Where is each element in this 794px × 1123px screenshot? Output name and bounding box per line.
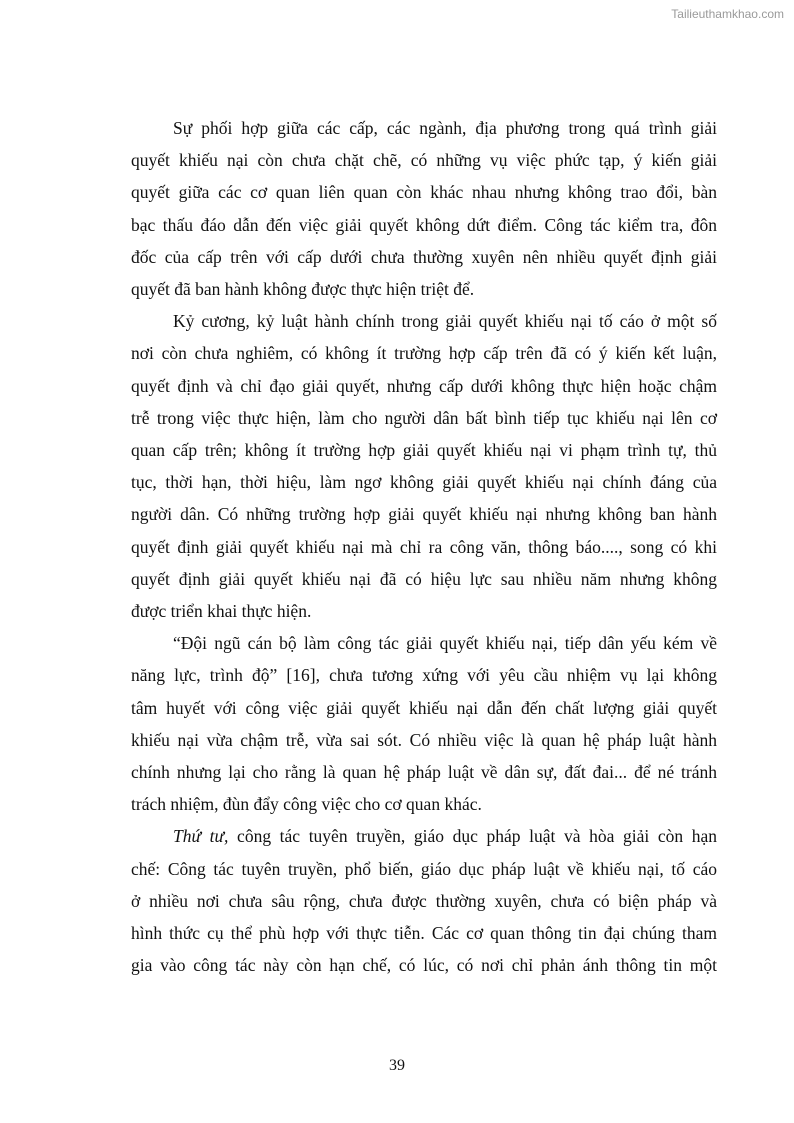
text-line: tục, thời hạn, thời hiệu, làm ngơ không giải quyết khiếu nại chính đáng của (131, 472, 717, 493)
text-line: quyết đã ban hành không được thực hiện triệt để. (131, 279, 475, 300)
italic-lead: Thứ tư, (173, 826, 229, 847)
text-line: quyết giữa các cơ quan liên quan còn khác nhau nhưng không trao đổi, bàn (131, 182, 717, 203)
text-line (131, 820, 717, 852)
text-line: khiếu nại vừa chậm trễ, vừa sai sót. Có nhiều việc là quan hệ pháp luật hành (131, 729, 717, 750)
text-line: quyết định giải quyết khiếu nại mà chỉ ra công văn, thông báo...., song có khi (131, 536, 717, 557)
text-line: Sự phối hợp giữa các cấp, các ngành, địa phương trong quá trình giải (173, 118, 717, 138)
text-line: gia vào công tác này còn hạn chế, có lúc, có nơi chỉ phản ánh thông tin một (131, 955, 717, 976)
text-line: chính nhưng lại cho rằng là quan hệ pháp luật về dân sự, đất đai... để né tránh (131, 762, 717, 783)
paragraph-4 (131, 820, 717, 981)
text-line: tâm huyết với công việc giải quyết khiếu nại dẫn đến chất lượng giải quyết (131, 697, 717, 718)
text-line: đốc của cấp trên với cấp dưới chưa thường xuyên nên nhiều quyết định giải (131, 246, 717, 267)
paragraph-3 (131, 627, 717, 820)
text-line: nơi còn chưa nghiêm, có không ít trường hợp cấp trên đã có ý kiến kết luận, (131, 343, 717, 364)
text-line: người dân. Có những trường hợp giải quyết khiếu nại nhưng không ban hành (131, 504, 717, 525)
text-line: “Đội ngũ cán bộ làm công tác giải quyết khiếu nại, tiếp dân yếu kém về (173, 633, 717, 654)
text-line: được triển khai thực hiện. (131, 601, 312, 622)
paragraph-2 (131, 305, 717, 627)
text-line: quan cấp trên; không ít trường hợp giải quyết khiếu nại vi phạm trình tự, thủ (131, 440, 717, 461)
text-line: trễ trong việc thực hiện, làm cho người dân bất bình tiếp tục khiếu nại lên cơ (131, 407, 717, 428)
text-line: năng lực, trình độ” [16], chưa tương xứng với yêu cầu nhiệm vụ lại không (131, 665, 717, 686)
document-body (131, 112, 717, 981)
text-line: chế: Công tác tuyên truyền, phổ biến, giáo dục pháp luật về khiếu nại, tố cáo (131, 858, 717, 879)
watermark-text: Tailieuthamkhao.com (671, 7, 784, 21)
text-line: bạc thấu đáo dẫn đến việc giải quyết không dứt điểm. Công tác kiểm tra, đôn (131, 214, 717, 235)
text-line: Kỷ cương, kỷ luật hành chính trong giải quyết khiếu nại tố cáo ở một số (173, 311, 717, 332)
text-line: quyết khiếu nại còn chưa chặt chẽ, có những vụ việc phức tạp, ý kiến giải (131, 150, 717, 171)
paragraph-1 (131, 112, 717, 305)
text-line: trách nhiệm, đùn đẩy công việc cho cơ quan khác. (131, 794, 482, 815)
text-line: quyết định giải quyết khiếu nại đã có hiệu lực sau nhiều năm nhưng không (131, 568, 717, 589)
text-line: quyết định và chỉ đạo giải quyết, nhưng cấp dưới không thực hiện hoặc chậm (131, 375, 717, 396)
page-number: 39 (389, 1057, 405, 1074)
text-span: công tác tuyên truyền, giáo dục pháp luật và hòa giải còn hạn (228, 826, 718, 847)
text-line: hình thức cụ thể phù hợp với thực tiễn. Các cơ quan thông tin đại chúng tham (131, 923, 717, 944)
text-line: ở nhiều nơi chưa sâu rộng, chưa được thường xuyên, chưa có biện pháp và (131, 890, 717, 911)
